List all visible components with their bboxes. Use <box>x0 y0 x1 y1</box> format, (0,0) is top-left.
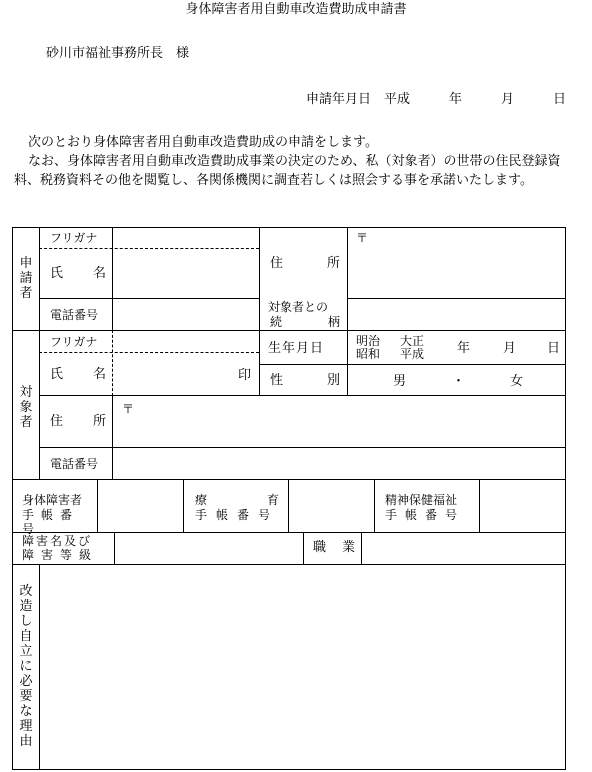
ryoiku-label-a: 療 <box>195 493 208 507</box>
subject-furigana-label: フリガナ <box>50 335 98 349</box>
mental-cert-label-1: 精神保健福祉 <box>385 493 458 507</box>
relation-label-b: 柄 <box>327 315 340 329</box>
occupation-field[interactable] <box>363 534 564 563</box>
applicant-section-label: 申請者 <box>19 256 33 301</box>
physical-cert-label-2: 手帳番号 <box>22 508 80 536</box>
seal-mark: 印 <box>238 368 252 383</box>
subject-furigana-field[interactable] <box>114 332 258 351</box>
occupation-label-a: 職 <box>313 540 327 555</box>
applicant-address-label-b: 所 <box>326 256 340 271</box>
applicant-address-field[interactable] <box>370 229 564 297</box>
sex-option-female[interactable]: 女 <box>510 374 524 389</box>
relation-field[interactable] <box>349 300 564 329</box>
era-heisei: 平成 <box>400 347 425 361</box>
addressee: 砂川市福祉事務所長 様 <box>46 46 190 61</box>
subject-name-label-b: 名 <box>92 367 106 382</box>
era-showa: 昭和 <box>356 347 381 361</box>
subject-name-label-a: 氏 <box>50 367 64 382</box>
applicant-postal-mark: 〒 <box>356 231 369 245</box>
relation-label-line-1: 対象者との <box>268 300 329 314</box>
intro-paragraph-1: 次のとおり身体障害者用自動車改造費助成の申請をします。 <box>28 135 378 150</box>
applicant-furigana-label: フリガナ <box>50 231 98 245</box>
disability-label-1: 障害名及び <box>22 534 93 548</box>
subject-name-field[interactable] <box>114 354 234 394</box>
birth-year-unit: 年 <box>457 341 471 356</box>
applicant-furigana-field[interactable] <box>114 229 258 247</box>
applicant-phone-label: 電話番号 <box>50 308 99 322</box>
relation-label-line-2 <box>270 315 340 329</box>
sex-label <box>270 374 340 388</box>
reason-label: 改造し自立に必要な理由 <box>19 584 33 749</box>
ryoiku-cert-number-field[interactable] <box>290 481 373 531</box>
ryoiku-label-b: 育 <box>266 493 279 507</box>
applicant-address-label <box>270 257 340 271</box>
subject-address-label-a: 住 <box>50 414 64 429</box>
page-title: 身体障害者用自動車改造費助成申請書 <box>185 2 407 17</box>
ryoiku-cert-label-2: 手帳番号 <box>195 508 280 522</box>
occupation-label <box>313 541 355 555</box>
applicant-name-label-a: 氏 <box>50 266 64 281</box>
birth-month-unit: 月 <box>503 341 517 356</box>
reason-field[interactable] <box>41 566 564 768</box>
ryoiku-cert-label-1 <box>195 493 279 507</box>
applicant-name-label-b: 名 <box>92 266 106 281</box>
application-date-line: 申請年月日 平成 年 月 日 <box>306 92 567 107</box>
subject-section-label: 対象者 <box>19 385 33 430</box>
sex-option-male[interactable]: 男 <box>393 374 407 389</box>
intro-paragraph-2: なお、身体障害者用自動車改造費助成事業の決定のため、私（対象者）の世帯の住民登録資料、税務資料その他を閲覧し、各関係機関に調査若しくは照会する事を承諾いたします。 <box>14 154 561 188</box>
sex-label-a: 性 <box>270 373 284 388</box>
occupation-label-b: 業 <box>341 540 355 555</box>
disability-label-2: 障害等級 <box>22 548 99 562</box>
physical-cert-label-1: 身体障害者 <box>22 493 83 507</box>
subject-address-label-b: 所 <box>92 414 106 429</box>
subject-postal-mark: 〒 <box>122 402 135 416</box>
mental-cert-number-field[interactable] <box>481 481 564 531</box>
sex-label-b: 別 <box>326 373 340 388</box>
sex-separator: ・ <box>452 374 466 389</box>
era-taisho: 大正 <box>400 334 425 348</box>
birth-day-unit: 日 <box>547 341 561 356</box>
applicant-name-label <box>50 267 106 281</box>
applicant-name-field[interactable] <box>114 250 258 297</box>
physical-cert-number-field[interactable] <box>99 481 182 531</box>
disability-field[interactable] <box>116 534 302 563</box>
birth-date-label: 生年月日 <box>268 341 325 356</box>
subject-address-label <box>50 415 106 429</box>
mental-cert-label-2: 手帳番号 <box>385 508 466 522</box>
subject-phone-field[interactable] <box>114 449 564 478</box>
applicant-phone-field[interactable] <box>114 300 258 329</box>
subject-address-field[interactable] <box>136 397 564 446</box>
subject-name-label <box>50 368 106 382</box>
subject-phone-label: 電話番号 <box>50 457 99 471</box>
era-meiji: 明治 <box>356 334 381 348</box>
applicant-address-label-a: 住 <box>270 256 284 271</box>
relation-label-a: 続 <box>270 315 283 329</box>
